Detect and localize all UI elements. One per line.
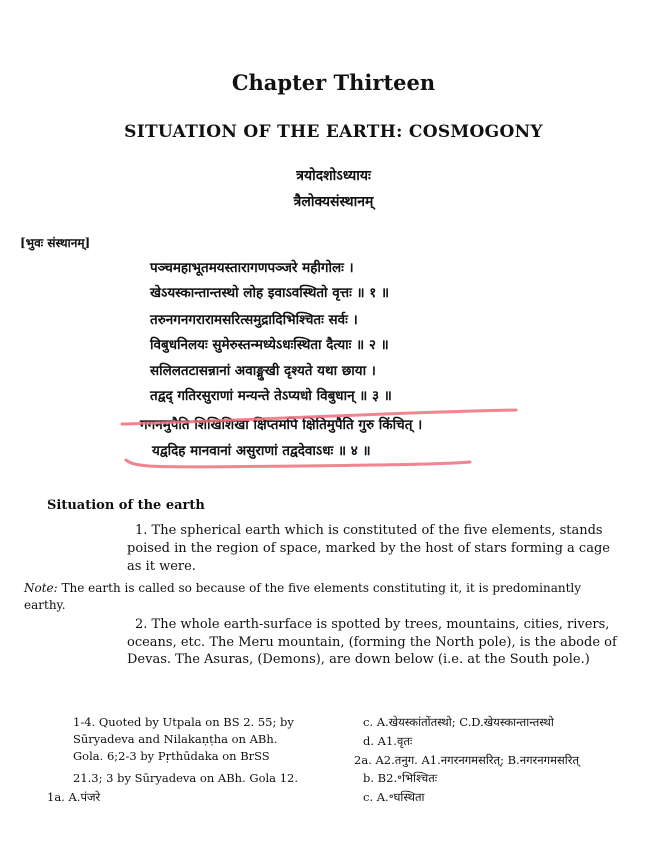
paragraph-1-first-line: 1. The spherical earth which is constituted of the five elements, stands: [135, 523, 603, 538]
verse-line-5: सलिलतटासन्नानां अवाङ्मुखी दृश्यते यथा छाया ।: [150, 363, 376, 379]
note-label: Note:: [24, 581, 58, 595]
verse-line-2: खेऽयस्कान्तान्तस्थो लोह इवाऽवस्थितो वृत्तः ॥ १ ॥: [150, 285, 390, 301]
paragraph-1-continued: poised in the region of space, marked by the host of stars forming a cage as it were.: [127, 541, 610, 574]
footnote-left-4: 21.3; 3 by Sūryadeva on ABh. Gola 12.: [73, 771, 298, 785]
verse-line-8: यद्वदिह मानवानां असुराणां तद्वदेवाऽधः ॥ ४ ॥: [152, 443, 371, 459]
section-heading: Situation of the earth: [47, 498, 205, 513]
footnote-left-1: 1-4. Quoted by Utpala on BS 2. 55; by: [73, 715, 294, 729]
page-title: SITUATION OF THE EARTH: COSMOGONY: [124, 122, 543, 142]
sanskrit-chapter-title: त्रयोदशोऽध्यायः: [296, 168, 371, 184]
verse-line-7: गगनमुपैति शिखिशिखा क्षिप्तमपि क्षितिमुपैति गुरु किंचित् ।: [140, 417, 423, 433]
annotation-stroke-top: [122, 410, 516, 424]
section-tag: [भुवः संस्थानम्]: [20, 236, 91, 250]
verse-line-1: पञ्चमहाभूतमयस्तारागणपञ्जरे महीगोलः ।: [150, 260, 354, 276]
note: [24, 580, 620, 614]
note-text: The earth is called so because of the five elements constituting it, it is predominantly earthy.: [24, 581, 582, 612]
footnote-right-2: d. A1.वृतः: [363, 734, 413, 748]
verse-line-4: विबुधनिलयः सुमेरुस्तन्मध्येऽधःस्थिता दैत्याः ॥ २ ॥: [150, 337, 389, 353]
footnote-left-5: 1a. A.पंजरे: [47, 790, 101, 804]
footnote-left-2: Sūryadeva and Nilakaṇṭha on ABh.: [73, 732, 278, 746]
verse-line-6: तद्वद् गतिरसुराणां मन्यन्ते तेऽप्यधो विबुधान् ॥ ३ ॥: [150, 388, 392, 404]
footnote-right-4: b. B2.॰भिश्चितः: [363, 771, 438, 785]
footnote-right-5: c. A.॰घस्थिता: [363, 790, 425, 804]
chapter-title: Chapter Thirteen: [231, 70, 436, 95]
annotation-stroke-bottom: [126, 460, 470, 467]
paragraph-2: 2. The whole earth-surface is spotted by trees, mountains, cities, rivers, oceans, etc. The Meru mountain, (forming the North pole), is the abode of Devas. The Asuras, (Demons), are down below (i.e. at the South pole.): [127, 617, 617, 667]
sanskrit-subtitle: त्रैलोक्यसंस्थानम्: [293, 194, 374, 210]
footnote-right-1: c. A.खेयस्कांतोंतस्थो; C.D.खेयस्कान्तान्तस्थो: [363, 715, 554, 729]
footnote-right-3: 2a. A2.तनुग. A1.नगरनगमसरित्; B.नगरनगमसरित्: [354, 753, 580, 767]
footnote-left-3: Gola. 6;2-3 by Pṛthūdaka on BrSS: [73, 749, 270, 763]
verse-line-3: तरुनगनगरारामसरित्समुद्रादिभिश्चितः सर्वः ।: [150, 312, 358, 328]
